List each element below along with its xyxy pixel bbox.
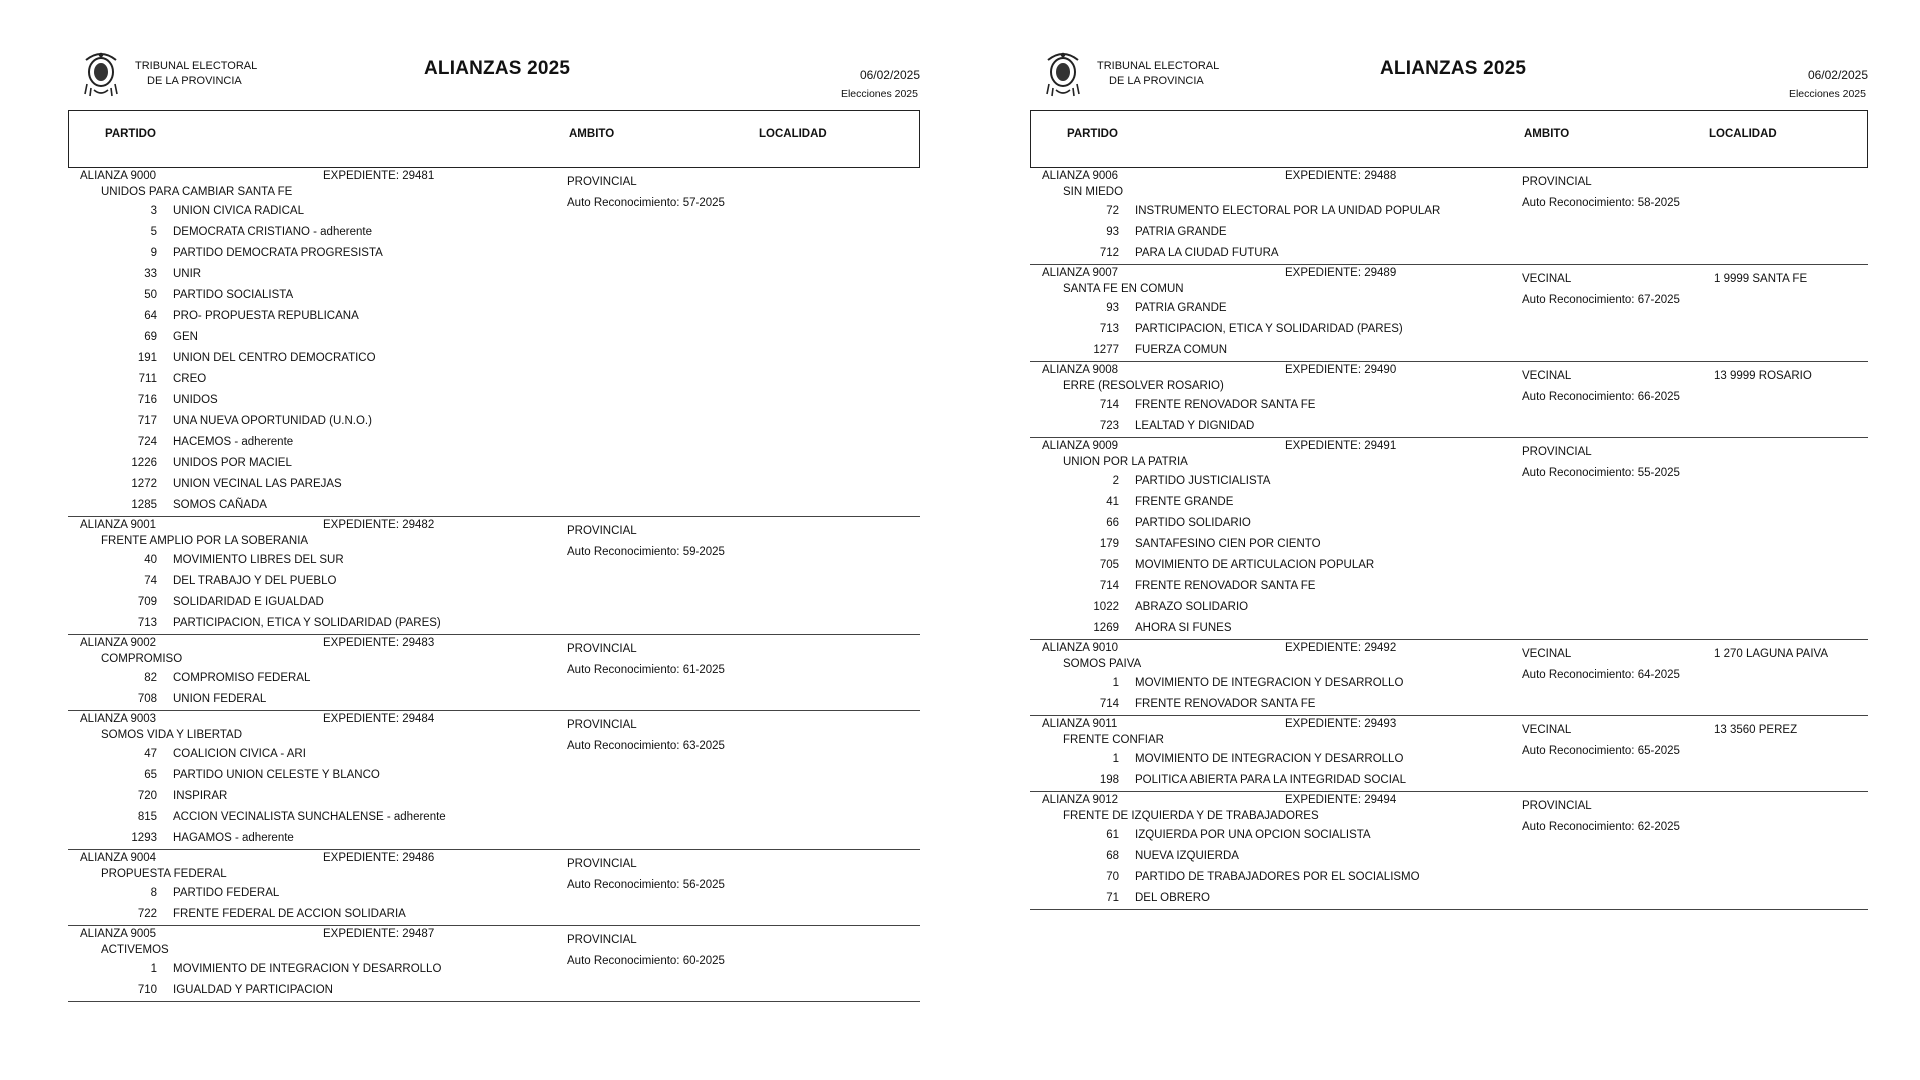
alliance-block [1030, 716, 1868, 792]
alliance-code: ALIANZA 9010 [1042, 642, 1119, 654]
party-name: COMPROMISO FEDERAL [173, 672, 311, 684]
party-row [1030, 471, 1868, 492]
party-row [1030, 618, 1868, 639]
organization-name: TRIBUNAL ELECTORAL DE LA PROVINCIA [135, 60, 258, 87]
page-title: ALIANZAS 2025 [1380, 58, 1527, 79]
party-row [1030, 576, 1868, 597]
alliance-ambito-cell [567, 854, 725, 896]
alliance-name: COMPROMISO [101, 653, 183, 665]
party-name: SOMOS CAÑADA [173, 499, 267, 511]
party-number: 47 [144, 748, 157, 760]
column-header-partido: PARTIDO [1067, 128, 1118, 140]
column-header-ambito: AMBITO [1524, 128, 1570, 140]
party-row [1030, 340, 1868, 361]
party-name: PARTIDO FEDERAL [173, 887, 280, 899]
party-name: DEMOCRATA CRISTIANO - adherente [173, 226, 372, 238]
expediente-number: EXPEDIENTE: 29483 [323, 637, 435, 649]
party-name: FRENTE RENOVADOR SANTA FE [1135, 580, 1316, 592]
party-row [68, 786, 920, 807]
party-name: FRENTE FEDERAL DE ACCION SOLIDARIA [173, 908, 406, 920]
alliance-code: ALIANZA 9003 [80, 713, 157, 725]
page-header [1030, 48, 1868, 110]
party-number: 71 [1106, 892, 1119, 904]
party-name: INSTRUMENTO ELECTORAL POR LA UNIDAD POPULAR [1135, 205, 1441, 217]
party-number: 65 [144, 769, 157, 781]
party-number: 69 [144, 331, 157, 343]
alliance-block [1030, 362, 1868, 438]
party-number: 1293 [131, 832, 157, 844]
alliance-ambito-cell [1522, 720, 1680, 762]
party-row [68, 201, 920, 222]
party-number: 815 [137, 811, 157, 823]
expediente-number: EXPEDIENTE: 29491 [1285, 440, 1397, 452]
party-number: 1 [1112, 753, 1119, 765]
party-number: 2 [1112, 475, 1119, 487]
party-name: AHORA SI FUNES [1135, 622, 1232, 634]
alliance-name: ACTIVEMOS [101, 944, 169, 956]
expediente-number: EXPEDIENTE: 29490 [1285, 364, 1397, 376]
column-header-localidad: LOCALIDAD [759, 128, 827, 140]
party-row [68, 959, 920, 980]
party-number: 1272 [131, 478, 157, 490]
alliance-ambito-cell [1522, 644, 1680, 686]
party-name: FRENTE RENOVADOR SANTA FE [1135, 399, 1316, 411]
alliance-name-row [1030, 454, 1868, 471]
party-name: UNIDOS [173, 394, 218, 406]
party-name: NUEVA IZQUIERDA [1135, 850, 1239, 862]
party-row [1030, 888, 1868, 909]
alliance-name-row [1030, 808, 1868, 825]
party-number: 1 [150, 963, 157, 975]
ambito-value: PROVINCIAL [567, 525, 637, 537]
alliance-header-row [1030, 792, 1868, 808]
alliance-name: UNIDOS PARA CAMBIAR SANTA FE [101, 186, 293, 198]
party-row [68, 474, 920, 495]
party-row [1030, 825, 1868, 846]
alliance-block [68, 711, 920, 850]
party-row [1030, 513, 1868, 534]
party-number: 705 [1099, 559, 1119, 571]
alliance-code: ALIANZA 9007 [1042, 267, 1119, 279]
party-row [68, 689, 920, 710]
page-title: ALIANZAS 2025 [424, 58, 571, 79]
party-number: 712 [1099, 247, 1119, 259]
party-number: 717 [137, 415, 157, 427]
localidad-value: 1 9999 SANTA FE [1714, 273, 1808, 285]
auto-reconocimiento: Auto Reconocimiento: 64-2025 [1522, 669, 1680, 681]
party-name: UNION VECINAL LAS PAREJAS [173, 478, 342, 490]
party-row [68, 222, 920, 243]
alliance-header-row [68, 711, 920, 727]
party-number: 713 [1099, 323, 1119, 335]
party-row [1030, 243, 1868, 264]
alliance-code: ALIANZA 9012 [1042, 794, 1119, 806]
document-date: 06/02/2025 [859, 68, 920, 82]
party-row [1030, 492, 1868, 513]
party-number: 3 [150, 205, 157, 217]
party-number: 722 [137, 908, 157, 920]
party-name: UNIDOS POR MACIEL [173, 457, 292, 469]
party-name: MOVIMIENTO DE INTEGRACION Y DESARROLLO [1135, 753, 1404, 765]
alliance-name: FRENTE DE IZQUIERDA Y DE TRABAJADORES [1063, 810, 1319, 822]
alliance-name: SOMOS VIDA Y LIBERTAD [101, 729, 243, 741]
alliance-block [1030, 265, 1868, 362]
alliance-ambito-cell [567, 521, 725, 563]
auto-reconocimiento: Auto Reconocimiento: 55-2025 [1522, 467, 1680, 479]
organization-name: TRIBUNAL ELECTORAL DE LA PROVINCIA [1097, 60, 1220, 87]
alliance-ambito-cell [1522, 796, 1680, 838]
party-row [1030, 555, 1868, 576]
party-row [68, 807, 920, 828]
party-name: IZQUIERDA POR UNA OPCION SOCIALISTA [1135, 829, 1371, 841]
localidad-value: 1 270 LAGUNA PAIVA [1714, 648, 1828, 660]
party-number: 72 [1106, 205, 1119, 217]
party-name: UNA NUEVA OPORTUNIDAD (U.N.O.) [173, 415, 372, 427]
party-number: 66 [1106, 517, 1119, 529]
party-name: FRENTE GRANDE [1135, 496, 1234, 508]
localidad-value: 13 3560 PEREZ [1714, 724, 1798, 736]
alliance-ambito-cell [1522, 366, 1680, 408]
auto-reconocimiento: Auto Reconocimiento: 57-2025 [567, 197, 725, 209]
localidad-value: 13 9999 ROSARIO [1714, 370, 1812, 382]
party-number: 8 [150, 887, 157, 899]
alliance-block [1030, 792, 1868, 910]
party-row [1030, 770, 1868, 791]
party-name: COALICION CIVICA - ARI [173, 748, 306, 760]
alliance-name-row [68, 184, 920, 201]
alliance-block [1030, 640, 1868, 716]
party-row [68, 765, 920, 786]
alliance-ambito-cell [1522, 442, 1680, 484]
expediente-number: EXPEDIENTE: 29481 [323, 170, 435, 182]
party-number: 713 [137, 617, 157, 629]
party-number: 50 [144, 289, 157, 301]
alliance-name-row [68, 651, 920, 668]
party-name: POLITICA ABIERTA PARA LA INTEGRIDAD SOCIAL [1135, 774, 1406, 786]
column-header-localidad: LOCALIDAD [1709, 128, 1777, 140]
ambito-value: PROVINCIAL [1522, 176, 1592, 188]
party-row [68, 369, 920, 390]
party-name: FRENTE RENOVADOR SANTA FE [1135, 698, 1316, 710]
alliance-header-row [1030, 168, 1868, 184]
ambito-value: VECINAL [1522, 724, 1572, 736]
alliance-header-row [68, 517, 920, 533]
alliance-code: ALIANZA 9002 [80, 637, 157, 649]
alliance-list [1030, 168, 1868, 910]
party-number: 709 [137, 596, 157, 608]
party-row [1030, 534, 1868, 555]
party-row [68, 327, 920, 348]
party-name: PARA LA CIUDAD FUTURA [1135, 247, 1279, 259]
ambito-value: VECINAL [1522, 370, 1572, 382]
party-row [68, 613, 920, 634]
party-row [1030, 395, 1868, 416]
ambito-value: PROVINCIAL [567, 858, 637, 870]
party-name: UNION FEDERAL [173, 693, 267, 705]
page-header [68, 48, 920, 110]
alliance-ambito-cell [567, 715, 725, 757]
party-row [1030, 201, 1868, 222]
party-row [68, 495, 920, 516]
alliance-header-row [68, 850, 920, 866]
alliance-name: SIN MIEDO [1063, 186, 1124, 198]
expediente-number: EXPEDIENTE: 29494 [1285, 794, 1397, 806]
party-name: GEN [173, 331, 198, 343]
party-row [68, 744, 920, 765]
party-number: 714 [1099, 399, 1119, 411]
party-name: LEALTAD Y DIGNIDAD [1135, 420, 1255, 432]
alliance-ambito-cell [567, 172, 725, 214]
party-row [68, 390, 920, 411]
party-number: 64 [144, 310, 157, 322]
party-name: ABRAZO SOLIDARIO [1135, 601, 1249, 613]
document-page-right [1030, 48, 1868, 910]
party-name: MOVIMIENTO LIBRES DEL SUR [173, 554, 344, 566]
party-number: 710 [137, 984, 157, 996]
alliance-ambito-cell [1522, 269, 1680, 311]
party-number: 191 [137, 352, 157, 364]
ambito-value: VECINAL [1522, 648, 1572, 660]
party-name: PARTIDO DEMOCRATA PROGRESISTA [173, 247, 383, 259]
alliance-list [68, 168, 920, 1002]
party-name: DEL TRABAJO Y DEL PUEBLO [173, 575, 337, 587]
alliance-name: FRENTE AMPLIO POR LA SOBERANIA [101, 535, 309, 547]
party-name: UNION DEL CENTRO DEMOCRATICO [173, 352, 376, 364]
party-name: UNIR [173, 268, 202, 280]
party-row [68, 411, 920, 432]
alliance-name: ERRE (RESOLVER ROSARIO) [1063, 380, 1224, 392]
party-name: PARTIDO SOCIALISTA [173, 289, 294, 301]
document-page-left [68, 48, 920, 1002]
expediente-number: EXPEDIENTE: 29482 [323, 519, 435, 531]
party-row [68, 592, 920, 613]
alliance-name: SOMOS PAIVA [1063, 658, 1142, 670]
party-row [68, 306, 920, 327]
auto-reconocimiento: Auto Reconocimiento: 65-2025 [1522, 745, 1680, 757]
party-name: PARTIDO JUSTICIALISTA [1135, 475, 1271, 487]
party-row [68, 432, 920, 453]
party-row [1030, 749, 1868, 770]
party-row [68, 550, 920, 571]
party-name: DEL OBRERO [1135, 892, 1210, 904]
party-row [68, 883, 920, 904]
party-row [68, 348, 920, 369]
party-number: 198 [1099, 774, 1119, 786]
party-name: PARTIDO DE TRABAJADORES POR EL SOCIALISMO [1135, 871, 1420, 883]
party-number: 70 [1106, 871, 1119, 883]
party-name: SANTAFESINO CIEN POR CIENTO [1135, 538, 1321, 550]
alliance-ambito-cell [567, 639, 725, 681]
expediente-number: EXPEDIENTE: 29492 [1285, 642, 1397, 654]
alliance-name: PROPUESTA FEDERAL [101, 868, 227, 880]
party-name: PATRIA GRANDE [1135, 226, 1227, 238]
alliance-header-row [68, 926, 920, 942]
party-name: ACCION VECINALISTA SUNCHALENSE - adherente [173, 811, 446, 823]
party-number: 711 [138, 373, 157, 385]
auto-reconocimiento: Auto Reconocimiento: 66-2025 [1522, 391, 1680, 403]
expediente-number: EXPEDIENTE: 29488 [1285, 170, 1397, 182]
auto-reconocimiento: Auto Reconocimiento: 56-2025 [567, 879, 725, 891]
party-name: CREO [173, 373, 207, 385]
party-name: MOVIMIENTO DE INTEGRACION Y DESARROLLO [173, 963, 442, 975]
party-name: INSPIRAR [173, 790, 228, 802]
alliance-block [68, 517, 920, 635]
party-row [1030, 673, 1868, 694]
party-row [1030, 319, 1868, 340]
party-row [1030, 222, 1868, 243]
alliance-block [68, 926, 920, 1002]
alliance-header-row [68, 635, 920, 651]
alliance-code: ALIANZA 9008 [1042, 364, 1119, 376]
alliance-name: FRENTE CONFIAR [1063, 734, 1164, 746]
ambito-value: VECINAL [1522, 273, 1572, 285]
party-name: HAGAMOS - adherente [173, 832, 294, 844]
provincial-seal-icon [82, 50, 120, 98]
auto-reconocimiento: Auto Reconocimiento: 61-2025 [567, 664, 725, 676]
ambito-value: PROVINCIAL [1522, 446, 1592, 458]
alliance-block [1030, 438, 1868, 640]
alliance-name: UNION POR LA PATRIA [1063, 456, 1188, 468]
party-row [1030, 846, 1868, 867]
party-row [68, 828, 920, 849]
auto-reconocimiento: Auto Reconocimiento: 63-2025 [567, 740, 725, 752]
alliance-name-row [68, 533, 920, 550]
alliance-header-row [1030, 438, 1868, 454]
alliance-code: ALIANZA 9004 [80, 852, 157, 864]
party-number: 93 [1106, 226, 1119, 238]
election-label: Elecciones 2025 [1788, 88, 1866, 100]
party-number: 1269 [1093, 622, 1119, 634]
alliance-block [68, 850, 920, 926]
column-header-row [1030, 110, 1868, 168]
party-row [68, 904, 920, 925]
ambito-value: PROVINCIAL [567, 643, 637, 655]
ambito-value: PROVINCIAL [567, 719, 637, 731]
party-row [1030, 694, 1868, 715]
party-row [68, 571, 920, 592]
party-number: 93 [1106, 302, 1119, 314]
party-name: PARTICIPACION, ETICA Y SOLIDARIDAD (PARES) [173, 617, 441, 629]
column-header-partido: PARTIDO [105, 128, 156, 140]
party-number: 1285 [131, 499, 157, 511]
party-number: 1277 [1093, 344, 1119, 356]
party-number: 9 [150, 247, 157, 259]
party-number: 723 [1099, 420, 1119, 432]
alliance-name-row [68, 942, 920, 959]
party-number: 714 [1099, 580, 1119, 592]
party-name: UNION CIVICA RADICAL [173, 205, 304, 217]
alliance-name-row [68, 866, 920, 883]
party-name: IGUALDAD Y PARTICIPACION [173, 984, 333, 996]
alliance-ambito-cell [1522, 172, 1680, 214]
party-row [1030, 597, 1868, 618]
expediente-number: EXPEDIENTE: 29484 [323, 713, 435, 725]
alliance-block [1030, 168, 1868, 265]
auto-reconocimiento: Auto Reconocimiento: 60-2025 [567, 955, 725, 967]
party-name: HACEMOS - adherente [173, 436, 294, 448]
party-row [68, 285, 920, 306]
party-number: 724 [137, 436, 157, 448]
expediente-number: EXPEDIENTE: 29489 [1285, 267, 1397, 279]
party-number: 40 [144, 554, 157, 566]
alliance-code: ALIANZA 9011 [1042, 718, 1118, 730]
party-row [68, 668, 920, 689]
party-number: 68 [1106, 850, 1119, 862]
party-name: PARTIDO UNION CELESTE Y BLANCO [173, 769, 380, 781]
party-number: 74 [144, 575, 157, 587]
party-name: MOVIMIENTO DE INTEGRACION Y DESARROLLO [1135, 677, 1404, 689]
party-name: MOVIMIENTO DE ARTICULACION POPULAR [1135, 559, 1375, 571]
expediente-number: EXPEDIENTE: 29493 [1285, 718, 1397, 730]
party-number: 5 [150, 226, 157, 238]
party-name: PATRIA GRANDE [1135, 302, 1227, 314]
party-number: 1 [1112, 677, 1119, 689]
auto-reconocimiento: Auto Reconocimiento: 67-2025 [1522, 294, 1680, 306]
alliance-header-row [68, 168, 920, 184]
party-number: 1022 [1093, 601, 1119, 613]
alliance-block [68, 635, 920, 711]
document-date: 06/02/2025 [1807, 68, 1868, 82]
provincial-seal-icon [1044, 50, 1082, 98]
ambito-value: PROVINCIAL [1522, 800, 1592, 812]
auto-reconocimiento: Auto Reconocimiento: 58-2025 [1522, 197, 1680, 209]
party-number: 708 [137, 693, 157, 705]
alliance-block [68, 168, 920, 517]
party-number: 179 [1099, 538, 1119, 550]
party-row [1030, 867, 1868, 888]
alliance-code: ALIANZA 9009 [1042, 440, 1119, 452]
party-row [68, 453, 920, 474]
auto-reconocimiento: Auto Reconocimiento: 62-2025 [1522, 821, 1680, 833]
party-number: 716 [137, 394, 157, 406]
party-row [1030, 298, 1868, 319]
party-name: PRO- PROPUESTA REPUBLICANA [173, 310, 359, 322]
expediente-number: EXPEDIENTE: 29486 [323, 852, 435, 864]
party-number: 720 [137, 790, 157, 802]
alliance-code: ALIANZA 9000 [80, 170, 157, 182]
alliance-name-row [1030, 184, 1868, 201]
ambito-value: PROVINCIAL [567, 176, 637, 188]
alliance-name-row [68, 727, 920, 744]
alliance-code: ALIANZA 9005 [80, 928, 157, 940]
party-name: PARTICIPACION, ETICA Y SOLIDARIDAD (PARES) [1135, 323, 1403, 335]
party-number: 41 [1106, 496, 1119, 508]
column-header-ambito: AMBITO [569, 128, 615, 140]
party-number: 1226 [131, 457, 157, 469]
alliance-code: ALIANZA 9001 [80, 519, 157, 531]
party-number: 33 [144, 268, 157, 280]
election-label: Elecciones 2025 [840, 88, 918, 100]
party-name: SOLIDARIDAD E IGUALDAD [173, 596, 324, 608]
alliance-code: ALIANZA 9006 [1042, 170, 1119, 182]
column-header-row [68, 110, 920, 168]
party-row [68, 264, 920, 285]
party-number: 61 [1106, 829, 1119, 841]
expediente-number: EXPEDIENTE: 29487 [323, 928, 435, 940]
party-number: 82 [144, 672, 157, 684]
party-row [68, 980, 920, 1001]
ambito-value: PROVINCIAL [567, 934, 637, 946]
alliance-name: SANTA FE EN COMUN [1063, 283, 1184, 295]
party-name: PARTIDO SOLIDARIO [1135, 517, 1251, 529]
auto-reconocimiento: Auto Reconocimiento: 59-2025 [567, 546, 725, 558]
party-name: FUERZA COMUN [1135, 344, 1227, 356]
party-row [1030, 416, 1868, 437]
alliance-ambito-cell [567, 930, 725, 972]
party-number: 714 [1099, 698, 1119, 710]
party-row [68, 243, 920, 264]
